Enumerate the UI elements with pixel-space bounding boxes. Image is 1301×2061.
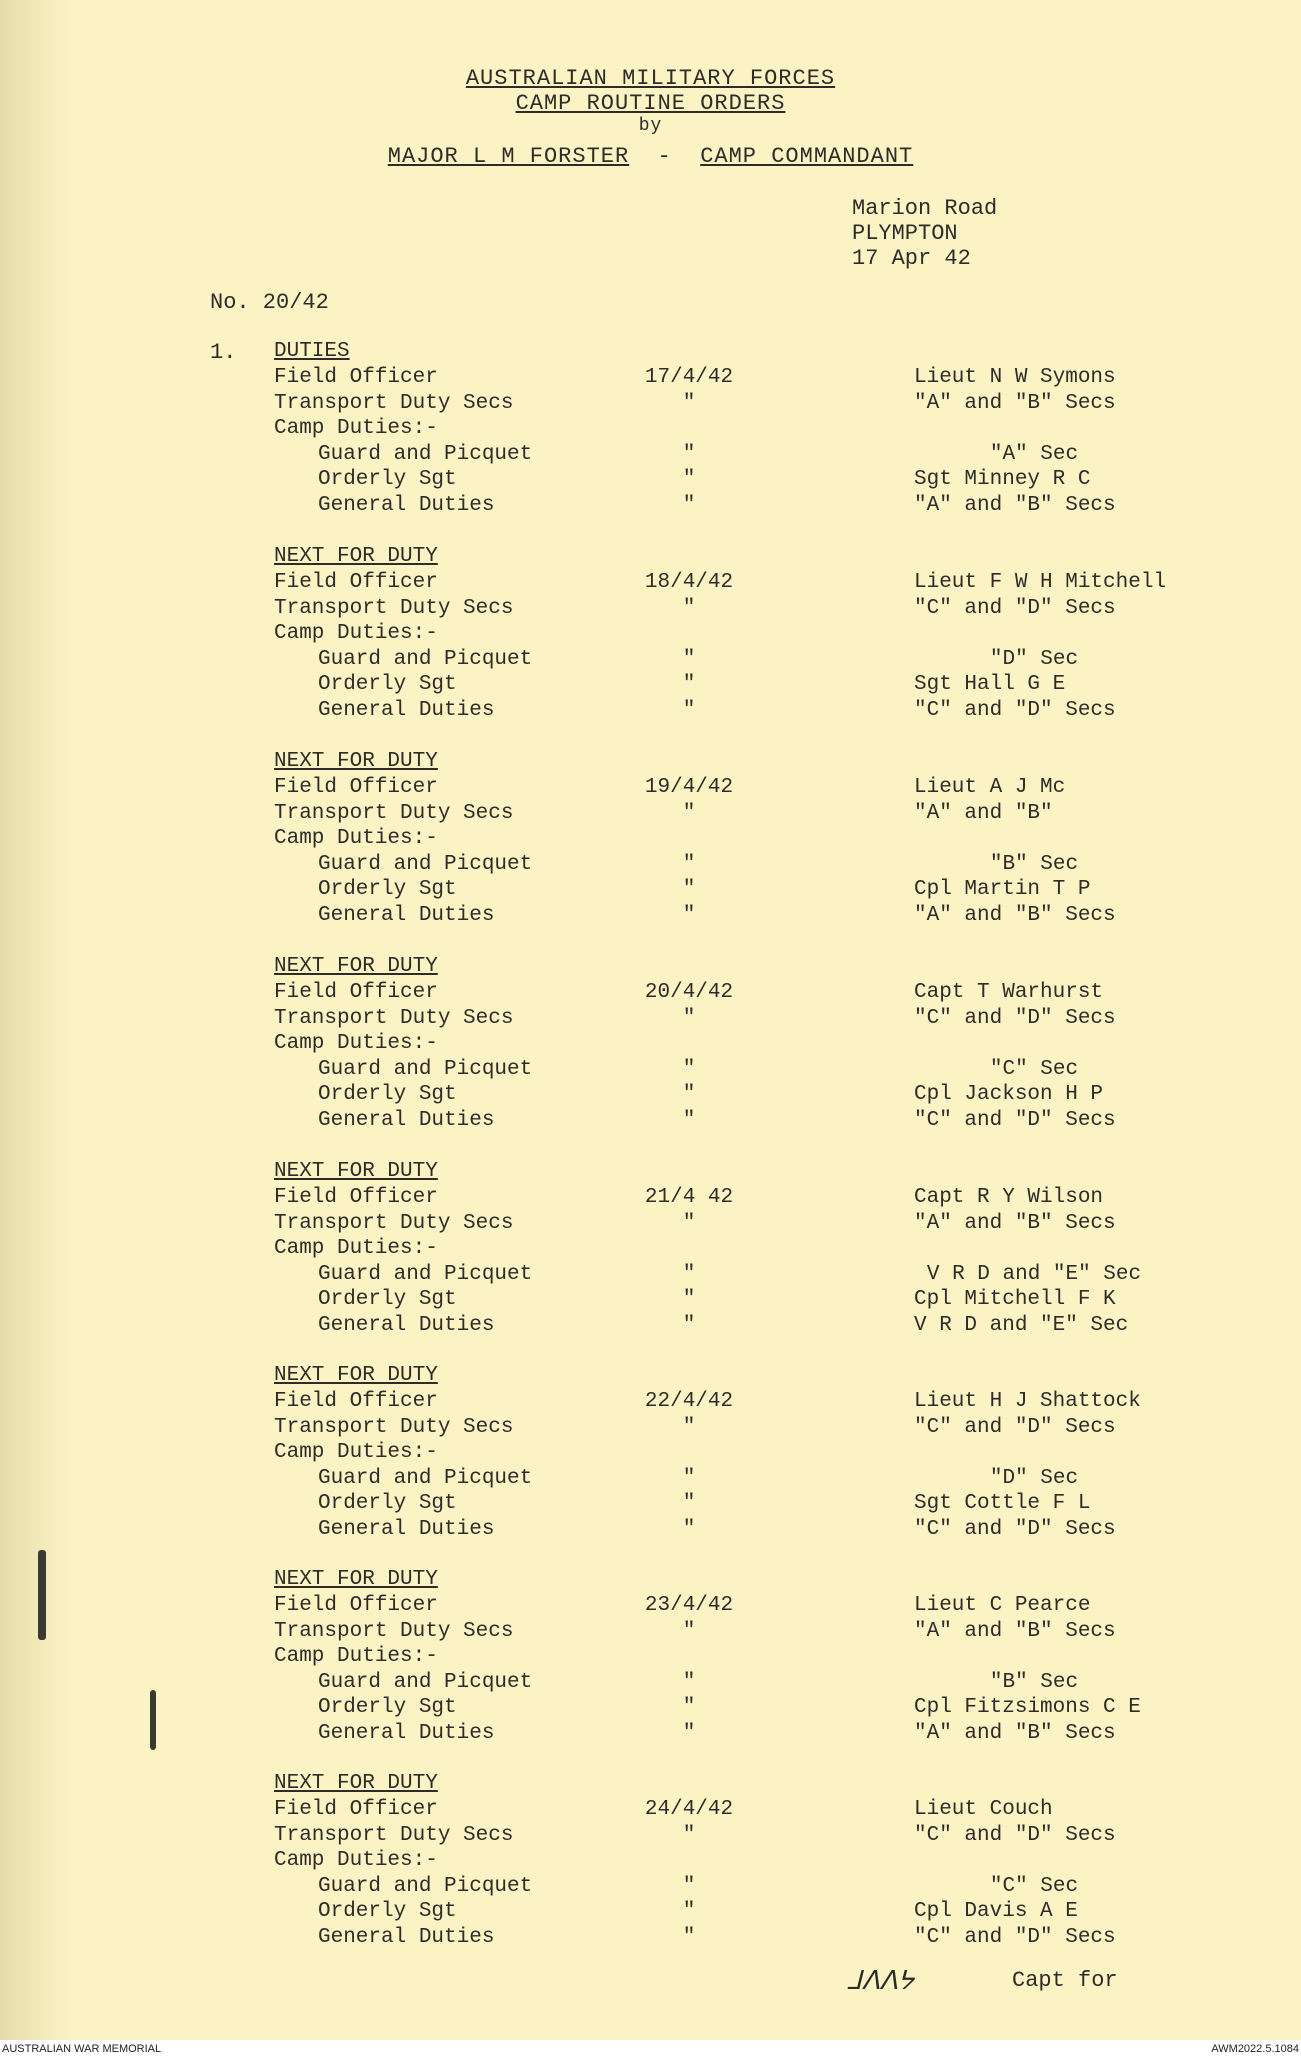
camp-duties-row [270,1645,1230,1670]
guard-and-picquet-row [270,1058,1230,1083]
guard-and-picquet-row [270,648,1230,673]
orderly-sgt-value: Cpl Mitchell F K [914,1288,1116,1311]
orderly-sgt-value: Cpl Davis A E [914,1900,1078,1923]
duty-block-heading: NEXT FOR DUTY [274,545,438,568]
camp-duties-row [270,417,1230,442]
orderly-sgt-row [270,1492,1230,1517]
ditto-mark: " [682,468,696,491]
orderly-sgt-label: Orderly Sgt [318,1900,457,1923]
transport-duty-label: Transport Duty Secs [274,1006,514,1030]
transport-duty-row [270,1620,1230,1645]
ditto-mark: " [682,391,696,415]
ditto-mark: " [682,1262,696,1286]
ditto-mark: " [682,1874,696,1898]
transport-duty-row [270,1824,1230,1849]
address-line-2: PLYMPTON [852,221,958,246]
ditto-mark: " [682,1006,696,1030]
field-officer-label: Field Officer [274,1390,438,1413]
orderly-sgt-value: Cpl Fitzsimons C E [914,1696,1141,1719]
guard-and-picquet-value: "C" Sec [989,1057,1079,1081]
orderly-sgt-value: Cpl Jackson H P [914,1083,1104,1106]
transport-duty-label: Transport Duty Secs [274,596,514,620]
duty-block-heading: DUTIES [274,340,350,363]
ditto-mark: " [682,673,696,696]
duty-date: 23/4/42 [644,1594,734,1617]
paper-edge-stain [0,0,70,2040]
guard-and-picquet-value: "D" Sec [989,1466,1079,1490]
camp-duties-row [270,1237,1230,1262]
field-officer-row [270,1390,1230,1415]
guard-and-picquet-label: Guard and Picquet [318,1466,533,1490]
camp-duties-row [270,1441,1230,1466]
ditto-mark: " [682,1057,696,1081]
edge-mark [150,1690,156,1750]
camp-duties-label: Camp Duties:- [274,622,438,645]
duty-block-heading: NEXT FOR DUTY [274,750,438,773]
ditto-mark: " [682,1721,696,1745]
camp-duties-label: Camp Duties:- [274,1441,438,1464]
duty-block-heading: NEXT FOR DUTY [274,1160,438,1183]
field-officer-value: Lieut H J Shattock [914,1390,1141,1413]
field-officer-label: Field Officer [274,571,438,594]
transport-duty-row [270,392,1230,417]
transport-duty-label: Transport Duty Secs [274,801,514,825]
ditto-mark: " [682,1670,696,1694]
camp-duties-row [270,1032,1230,1057]
orderly-sgt-row [270,1900,1230,1925]
duty-block-heading: NEXT FOR DUTY [274,1568,438,1591]
section-number: 1. [210,340,237,365]
transport-duty-value: "C" and "D" Secs [914,1006,1116,1030]
camp-duties-label: Camp Duties:- [274,1645,438,1668]
duty-date: 20/4/42 [644,981,734,1004]
camp-duties-row [270,827,1230,852]
guard-and-picquet-label: Guard and Picquet [318,647,533,671]
ditto-mark: " [682,1517,696,1541]
guard-and-picquet-row [270,1467,1230,1492]
ditto-mark: " [682,1415,696,1439]
orderly-sgt-value: Sgt Hall G E [914,673,1066,696]
transport-duty-value: "A" and "B" Secs [914,1211,1116,1235]
general-duties-value: "C" and "D" Secs [914,1108,1116,1132]
ditto-mark: " [682,698,696,722]
orderly-sgt-row [270,878,1230,903]
orderly-sgt-value: Sgt Cottle F L [914,1492,1091,1515]
guard-and-picquet-label: Guard and Picquet [318,1057,533,1081]
transport-duty-label: Transport Duty Secs [274,391,514,415]
guard-and-picquet-value: V R D and "E" Sec [926,1262,1142,1286]
duty-date: 19/4/42 [644,776,734,799]
general-duties-label: General Duties [318,1108,495,1132]
handwritten-initials: ᒧᐱᐱᔭ [846,1966,914,1996]
duty-date: 17/4/42 [644,366,734,389]
ditto-mark: " [682,1466,696,1490]
edge-mark [38,1550,46,1640]
field-officer-value: Lieut Couch [914,1798,1053,1821]
field-officer-row [270,366,1230,391]
orderly-sgt-row [270,468,1230,493]
ditto-mark: " [682,1696,696,1719]
general-duties-row [270,494,1230,519]
header-dash: - [657,144,672,169]
field-officer-row [270,776,1230,801]
ditto-mark: " [682,1313,696,1337]
guard-and-picquet-value: "C" Sec [989,1874,1079,1898]
field-officer-label: Field Officer [274,1186,438,1209]
header-line-4 [0,144,1301,169]
duty-block-heading: NEXT FOR DUTY [274,955,438,978]
orderly-sgt-label: Orderly Sgt [318,468,457,491]
transport-duty-row [270,597,1230,622]
transport-duty-label: Transport Duty Secs [274,1415,514,1439]
header-line-1: AUSTRALIAN MILITARY FORCES [465,66,836,91]
general-duties-row [270,1314,1230,1339]
transport-duty-value: "A" and "B" Secs [914,1619,1116,1643]
duty-block-heading: NEXT FOR DUTY [274,1364,438,1387]
orderly-sgt-label: Orderly Sgt [318,1696,457,1719]
camp-duties-label: Camp Duties:- [274,1032,438,1055]
guard-and-picquet-label: Guard and Picquet [318,1670,533,1694]
general-duties-value: "A" and "B" Secs [914,1721,1116,1745]
ditto-mark: " [682,878,696,901]
field-officer-label: Field Officer [274,366,438,389]
orderly-sgt-label: Orderly Sgt [318,1288,457,1311]
guard-and-picquet-row [270,853,1230,878]
orderly-sgt-label: Orderly Sgt [318,673,457,696]
general-duties-label: General Duties [318,1925,495,1949]
camp-duties-label: Camp Duties:- [274,1849,438,1872]
order-date: 17 Apr 42 [852,246,971,271]
transport-duty-label: Transport Duty Secs [274,1211,514,1235]
transport-duty-label: Transport Duty Secs [274,1619,514,1643]
ditto-mark: " [682,1823,696,1847]
footer-left: AUSTRALIAN WAR MEMORIAL [2,2043,162,2055]
guard-and-picquet-row [270,1875,1230,1900]
transport-duty-value: "A" and "B" [914,801,1053,825]
general-duties-label: General Duties [318,493,495,517]
guard-and-picquet-label: Guard and Picquet [318,852,533,876]
transport-duty-value: "C" and "D" Secs [914,596,1116,620]
orderly-sgt-row [270,1696,1230,1721]
general-duties-label: General Duties [318,1517,495,1541]
guard-and-picquet-row [270,443,1230,468]
guard-and-picquet-value: "D" Sec [989,647,1079,671]
guard-and-picquet-value: "B" Sec [989,852,1079,876]
transport-duty-row [270,1212,1230,1237]
ditto-mark: " [682,1492,696,1515]
orderly-sgt-row [270,1083,1230,1108]
ditto-mark: " [682,1083,696,1106]
general-duties-label: General Duties [318,1721,495,1745]
orderly-sgt-value: Cpl Martin T P [914,878,1091,901]
field-officer-row [270,1186,1230,1211]
header-line-3: by [638,116,663,136]
guard-and-picquet-row [270,1263,1230,1288]
ditto-mark: " [682,493,696,517]
transport-duty-row [270,1416,1230,1441]
duty-block-heading: NEXT FOR DUTY [274,1772,438,1795]
header-line-2: CAMP ROUTINE ORDERS [515,91,786,116]
order-number: No. 20/42 [210,290,329,315]
orderly-sgt-row [270,673,1230,698]
ditto-mark: " [682,1619,696,1643]
ditto-mark: " [682,801,696,825]
general-duties-value: "C" and "D" Secs [914,1517,1116,1541]
orderly-sgt-value: Sgt Minney R C [914,468,1091,491]
field-officer-value: Capt R Y Wilson [914,1186,1104,1209]
transport-duty-value: "C" and "D" Secs [914,1415,1116,1439]
field-officer-label: Field Officer [274,1798,438,1821]
orderly-sgt-row [270,1288,1230,1313]
ditto-mark: " [682,852,696,876]
guard-and-picquet-label: Guard and Picquet [318,442,533,466]
field-officer-value: Lieut N W Symons [914,366,1116,389]
orderly-sgt-label: Orderly Sgt [318,1492,457,1515]
transport-duty-row [270,802,1230,827]
duty-date: 18/4/42 [644,571,734,594]
field-officer-value: Lieut F W H Mitchell [914,571,1167,594]
field-officer-label: Field Officer [274,981,438,1004]
ditto-mark: " [682,903,696,927]
field-officer-label: Field Officer [274,1594,438,1617]
general-duties-row [270,1518,1230,1543]
guard-and-picquet-label: Guard and Picquet [318,1874,533,1898]
ditto-mark: " [682,1211,696,1235]
guard-and-picquet-value: "A" Sec [989,442,1079,466]
transport-duty-value: "C" and "D" Secs [914,1823,1116,1847]
guard-and-picquet-value: "B" Sec [989,1670,1079,1694]
orderly-sgt-label: Orderly Sgt [318,878,457,901]
duty-date: 21/4 42 [644,1186,734,1209]
commandant-role: CAMP COMMANDANT [700,144,914,169]
field-officer-row [270,1798,1230,1823]
general-duties-row [270,904,1230,929]
general-duties-value: "A" and "B" Secs [914,493,1116,517]
camp-duties-row [270,1849,1230,1874]
ditto-mark: " [682,1900,696,1923]
camp-duties-label: Camp Duties:- [274,827,438,850]
ditto-mark: " [682,1108,696,1132]
ditto-mark: " [682,1288,696,1311]
general-duties-row [270,699,1230,724]
guard-and-picquet-row [270,1671,1230,1696]
general-duties-label: General Duties [318,698,495,722]
field-officer-value: Lieut C Pearce [914,1594,1091,1617]
field-officer-row [270,571,1230,596]
camp-duties-label: Camp Duties:- [274,417,438,440]
address-line-1: Marion Road [852,196,998,221]
field-officer-row [270,1594,1230,1619]
field-officer-row [270,981,1230,1006]
general-duties-row [270,1926,1230,1951]
camp-duties-label: Camp Duties:- [274,1237,438,1260]
general-duties-value: "C" and "D" Secs [914,698,1116,722]
ditto-mark: " [682,442,696,466]
commandant-name: MAJOR L M FORSTER [387,144,630,169]
transport-duty-label: Transport Duty Secs [274,1823,514,1847]
general-duties-row [270,1722,1230,1747]
general-duties-label: General Duties [318,1313,495,1337]
field-officer-label: Field Officer [274,776,438,799]
transport-duty-row [270,1007,1230,1032]
duty-date: 22/4/42 [644,1390,734,1413]
orderly-sgt-label: Orderly Sgt [318,1083,457,1106]
general-duties-value: "A" and "B" Secs [914,903,1116,927]
general-duties-row [270,1109,1230,1134]
ditto-mark: " [682,1925,696,1949]
signature-rank: Capt for [1012,1968,1118,1993]
transport-duty-value: "A" and "B" Secs [914,391,1116,415]
duty-date: 24/4/42 [644,1798,734,1821]
field-officer-value: Capt T Warhurst [914,981,1104,1004]
general-duties-value: V R D and "E" Sec [914,1313,1129,1337]
general-duties-value: "C" and "D" Secs [914,1925,1116,1949]
camp-duties-row [270,622,1230,647]
guard-and-picquet-label: Guard and Picquet [318,1262,533,1286]
footer-right: AWM2022.5.1084 [1211,2043,1299,2055]
ditto-mark: " [682,596,696,620]
general-duties-label: General Duties [318,903,495,927]
ditto-mark: " [682,647,696,671]
field-officer-value: Lieut A J Mc [914,776,1066,799]
